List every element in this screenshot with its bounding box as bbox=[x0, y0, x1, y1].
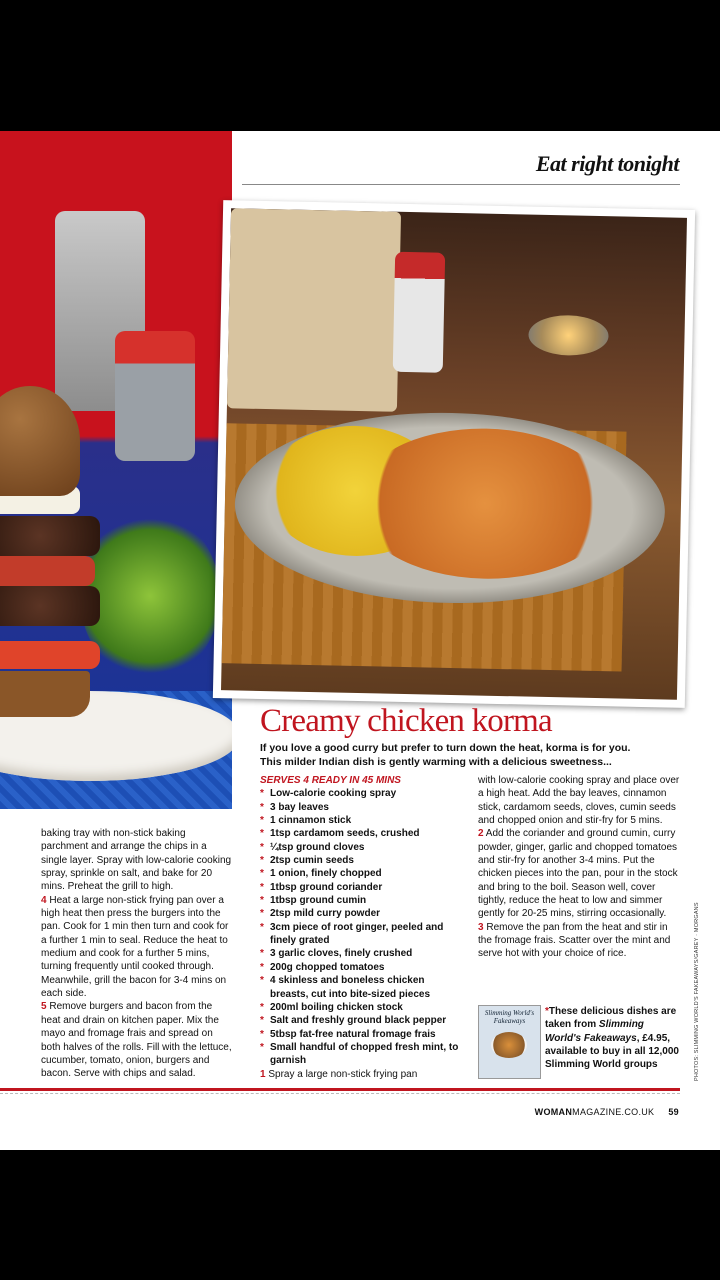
ingredient-text: 1tbsp ground coriander bbox=[270, 881, 383, 893]
step-text: Add the coriander and ground cumin, curry powder, ginger, garlic and chopped tomatoes and stir-fry for another 3-4 mins. Put the chicken pieces into the pan, pour in the stock and bring to the boil. Season well, cover tightly, reduce the heat to low and simmer gently for 20-25 mins, stirring occasionally. bbox=[478, 828, 678, 920]
ingredient-item bbox=[260, 841, 460, 854]
burger-method-step bbox=[41, 1000, 233, 1080]
page-footer bbox=[535, 1107, 679, 1117]
method-step bbox=[260, 1068, 460, 1081]
ingredient-bullet: * bbox=[260, 788, 264, 800]
ingredient-bullet: * bbox=[260, 948, 264, 960]
ingredient-text: 2tsp mild curry powder bbox=[270, 908, 381, 920]
ingredient-text: 3 bay leaves bbox=[270, 801, 329, 813]
ingredient-bullet: * bbox=[260, 975, 264, 987]
promo-text-b: , £4.95, available to buy in all 12,000 Slimming World groups bbox=[545, 1032, 679, 1071]
burger-photo bbox=[0, 131, 232, 809]
ingredient-item bbox=[260, 1028, 460, 1041]
method-step bbox=[478, 921, 680, 961]
method-step-continued: with low-calorie cooking spray and place over a high heat. Add the bay leaves, cinnamon stick, cardamom seeds, cloves, cumin seeds and chopped onion and stir-fry for 5 mins. bbox=[478, 775, 680, 827]
book-cover bbox=[478, 1005, 541, 1079]
salt-shaker bbox=[115, 331, 195, 461]
footer-brand: WOMAN bbox=[534, 1107, 573, 1117]
burger-method-intro: baking tray with non-stick baking parchment and arrange the chips in a single layer. Spray with low-calorie cooking spray, sprinkle on salt, and bake for 20 mins. Preheat the grill to high. bbox=[41, 828, 232, 893]
recipe-title: Creamy chicken korma bbox=[260, 703, 552, 739]
salt-shaker bbox=[393, 252, 446, 373]
footer-rule-red bbox=[0, 1088, 680, 1091]
step-number: 3 bbox=[478, 921, 484, 933]
book-cover-dish bbox=[491, 1032, 527, 1058]
burger-patty bbox=[0, 516, 100, 556]
ingredient-item bbox=[260, 854, 460, 867]
korma-photo-image bbox=[221, 208, 687, 699]
ingredient-item bbox=[260, 961, 460, 974]
ingredient-bullet: * bbox=[260, 921, 264, 933]
standfirst-line: This milder Indian dish is gently warming with a delicious sweetness... bbox=[260, 756, 612, 768]
ingredient-bullet: * bbox=[260, 961, 264, 973]
ingredient-item bbox=[260, 974, 460, 1001]
ingredient-bullet: * bbox=[260, 801, 264, 813]
salad-leaves bbox=[80, 511, 220, 681]
ingredients-column bbox=[260, 774, 460, 1081]
photo-credit: PHOTOS: SLIMMING WORLD'S FAKEAWAYS/GAREY · MORGANS bbox=[694, 902, 700, 1081]
ingredient-text: 2tsp cumin seeds bbox=[270, 855, 354, 867]
ingredient-text: 1tbsp ground cumin bbox=[270, 895, 367, 907]
ingredient-item bbox=[260, 1001, 460, 1014]
tomato-slice bbox=[0, 641, 100, 669]
book-cover-title: Slimming World's Fakeaways bbox=[484, 1009, 535, 1025]
ingredient-text: 200g chopped tomatoes bbox=[270, 961, 385, 973]
standfirst-line: If you love a good curry but prefer to turn down the heat, korma is for you. bbox=[260, 742, 631, 754]
header-rule bbox=[242, 184, 680, 185]
ingredient-text: 4 skinless and boneless chicken breasts, cut into bite-sized pieces bbox=[270, 975, 431, 1000]
ingredient-text: Salt and freshly ground black pepper bbox=[270, 1015, 447, 1027]
ingredient-text: 1 onion, finely chopped bbox=[270, 868, 382, 880]
burger-method-column bbox=[41, 827, 233, 1081]
ingredient-item bbox=[260, 1014, 460, 1027]
footer-domain: MAGAZINE.CO.UK bbox=[572, 1107, 655, 1117]
recipe-standfirst bbox=[260, 741, 680, 769]
ingredient-item bbox=[260, 787, 460, 800]
burger-method-step bbox=[41, 894, 233, 1001]
step-text: Remove burgers and bacon from the heat and drain on kitchen paper. Mix the mayo and fromage frais and spread on both halves of the rolls. Fill with the lettuce, cucumber, tomato, onion, burgers and bacon. Serve with chips and salad. bbox=[41, 1001, 232, 1080]
ingredient-list bbox=[260, 787, 460, 1067]
ingredient-text: Small handful of chopped fresh mint, to garnish bbox=[270, 1041, 459, 1067]
ingredient-text: 3cm piece of root ginger, peeled and finely grated bbox=[270, 921, 444, 947]
ingredient-text: 1 cinnamon stick bbox=[270, 815, 352, 827]
promo-text-a: These delicious dishes are taken from bbox=[545, 1006, 677, 1031]
ingredient-text: 1tsp cardamom seeds, crushed bbox=[270, 828, 420, 840]
ingredient-item bbox=[260, 867, 460, 880]
ingredient-item bbox=[260, 907, 460, 920]
ingredient-text: 5tbsp fat-free natural fromage frais bbox=[270, 1028, 436, 1040]
ingredient-text: Low-calorie cooking spray bbox=[270, 788, 397, 800]
bun-bottom bbox=[0, 671, 90, 717]
step-number: 1 bbox=[260, 1068, 266, 1080]
takeaway-tray bbox=[227, 208, 401, 412]
step-number: 4 bbox=[41, 894, 47, 906]
step-number: 2 bbox=[478, 828, 484, 840]
ingredient-item bbox=[260, 947, 460, 960]
candle-holder bbox=[528, 315, 609, 357]
section-title: Eat right tonight bbox=[535, 151, 679, 176]
method-step bbox=[478, 827, 680, 920]
ingredient-bullet: * bbox=[260, 1001, 264, 1013]
serves-info: SERVES 4 READY IN 45 MINS bbox=[260, 775, 401, 786]
ingredient-bullet: * bbox=[260, 881, 264, 893]
ingredient-bullet: * bbox=[260, 855, 264, 867]
method-column bbox=[478, 774, 680, 961]
ingredient-item bbox=[260, 894, 460, 907]
ingredient-item bbox=[260, 1041, 460, 1068]
step-text: Heat a large non-stick frying pan over a high heat then press the burgers into the pan. Cook for 1 min then turn and cook for a further 1 min to seal. Reduce the heat to medium and cook for a further 5 mins, turning frequently until cooked through. Meanwhile, grill the bacon for 3-4 mins on each side. bbox=[41, 894, 229, 1000]
ingredient-bullet: * bbox=[260, 828, 264, 840]
ingredient-bullet: * bbox=[260, 841, 264, 853]
ingredient-text: 200ml boiling chicken stock bbox=[270, 1001, 403, 1013]
ingredient-text: ¼tsp ground cloves bbox=[270, 841, 365, 853]
promo-book-title: Slimming World's Fakeaways bbox=[545, 1019, 644, 1044]
ingredient-bullet: * bbox=[260, 908, 264, 920]
ingredient-bullet: * bbox=[260, 895, 264, 907]
step-number: 5 bbox=[41, 1001, 47, 1013]
ingredient-item bbox=[260, 881, 460, 894]
ingredient-bullet: * bbox=[260, 1041, 264, 1053]
ingredient-item bbox=[260, 801, 460, 814]
book-promo bbox=[478, 1005, 680, 1077]
ingredient-item bbox=[260, 827, 460, 840]
ingredient-text: 3 garlic cloves, finely crushed bbox=[270, 948, 413, 960]
ingredient-bullet: * bbox=[260, 868, 264, 880]
ingredient-item bbox=[260, 814, 460, 827]
bacon-slice bbox=[0, 556, 95, 586]
korma-photo bbox=[213, 200, 695, 708]
ingredient-item bbox=[260, 921, 460, 948]
ingredient-bullet: * bbox=[260, 1015, 264, 1027]
book-promo-text bbox=[545, 1005, 680, 1072]
burger-patty bbox=[0, 586, 100, 626]
ingredient-bullet: * bbox=[260, 815, 264, 827]
promo-asterisk: * bbox=[545, 1006, 549, 1017]
ingredient-bullet: * bbox=[260, 1028, 264, 1040]
page-number: 59 bbox=[668, 1107, 679, 1117]
magazine-page bbox=[0, 131, 720, 1150]
footer-rule-dashed bbox=[0, 1093, 680, 1095]
step-text: Spray a large non-stick frying pan bbox=[268, 1068, 418, 1080]
step-text: Remove the pan from the heat and stir in the fromage frais. Scatter over the mint and serve hot with your choice of rice. bbox=[478, 921, 671, 960]
